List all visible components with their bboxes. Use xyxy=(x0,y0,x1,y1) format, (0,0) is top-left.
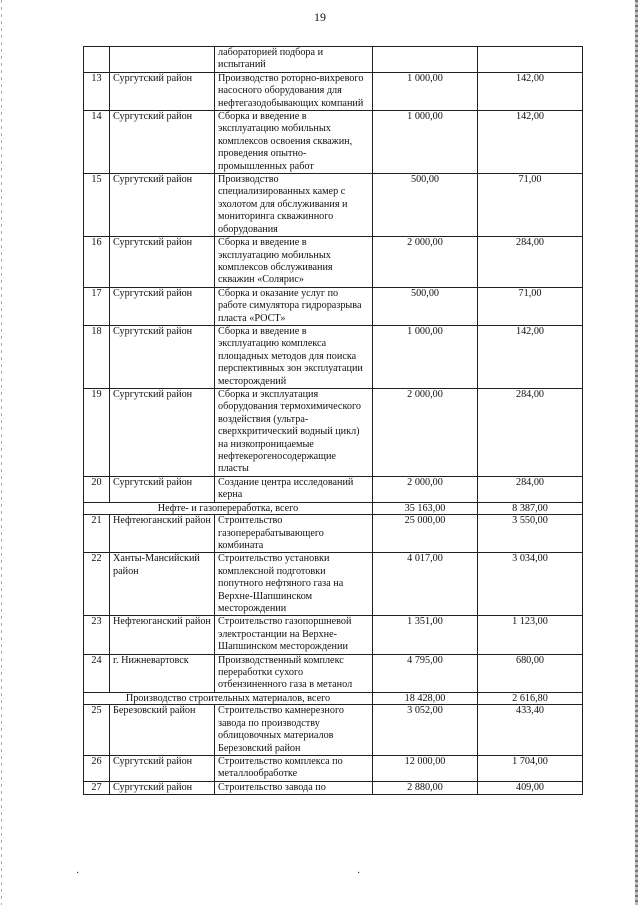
row-region: Сургутский район xyxy=(110,755,215,781)
row-jobs: 71,00 xyxy=(478,174,583,237)
table-row xyxy=(84,654,583,692)
row-cost: 500,00 xyxy=(373,287,478,325)
row-region: Нефтеюганский район xyxy=(110,616,215,654)
footer-mark-left: · xyxy=(76,868,80,879)
row-number: 13 xyxy=(84,72,110,110)
row-cost: 2 000,00 xyxy=(373,388,478,476)
row-project: Сборка и введение в эксплуатацию мобильных комплексов обслуживания скважин «Солярис» xyxy=(215,237,373,288)
row-number: 14 xyxy=(84,111,110,174)
subtotal-jobs: 8 387,00 xyxy=(478,502,583,515)
row-jobs: 142,00 xyxy=(478,325,583,388)
table-row xyxy=(84,705,583,756)
row-project: Производственный комплекс переработки сухого отбензиненного газа в метанол xyxy=(215,654,373,692)
table-row xyxy=(84,325,583,388)
subtotal-jobs: 2 616,80 xyxy=(478,692,583,705)
table-row xyxy=(84,781,583,794)
table-row xyxy=(84,616,583,654)
row-number xyxy=(84,47,110,73)
row-jobs: 3 550,00 xyxy=(478,515,583,553)
row-cost: 2 880,00 xyxy=(373,781,478,794)
row-jobs: 3 034,00 xyxy=(478,553,583,616)
row-region: Сургутский район xyxy=(110,287,215,325)
row-number: 20 xyxy=(84,476,110,502)
row-number: 19 xyxy=(84,388,110,476)
table-row xyxy=(84,515,583,553)
row-number: 15 xyxy=(84,174,110,237)
projects-table-body xyxy=(84,47,583,795)
row-cost: 1 351,00 xyxy=(373,616,478,654)
row-number: 23 xyxy=(84,616,110,654)
row-number: 22 xyxy=(84,553,110,616)
row-jobs: 433,40 xyxy=(478,705,583,756)
table-row xyxy=(84,174,583,237)
table-row xyxy=(84,388,583,476)
row-cost: 2 000,00 xyxy=(373,237,478,288)
row-cost: 2 000,00 xyxy=(373,476,478,502)
row-project: лабораторией подбора и испытаний xyxy=(215,47,373,73)
row-region: Березовский район xyxy=(110,705,215,756)
row-region: Сургутский район xyxy=(110,325,215,388)
row-project: Строительство газоперерабатывающего комбината xyxy=(215,515,373,553)
row-jobs: 284,00 xyxy=(478,388,583,476)
row-region: Ханты-Мансийский район xyxy=(110,553,215,616)
row-project: Сборка и введение в эксплуатацию комплекса площадных методов для поиска перспективных зон эксплуатации месторождений xyxy=(215,325,373,388)
row-jobs xyxy=(478,47,583,73)
row-region: Сургутский район xyxy=(110,237,215,288)
row-project: Сборка и введение в эксплуатацию мобильных комплексов освоения скважин, проведения опытно-промышленных работ xyxy=(215,111,373,174)
table-row xyxy=(84,476,583,502)
row-project: Производство роторно-вихревого насосного оборудования для нефтегазодобывающих компаний xyxy=(215,72,373,110)
row-number: 25 xyxy=(84,705,110,756)
scan-left-edge xyxy=(1,0,2,905)
row-region: г. Нижневартовск xyxy=(110,654,215,692)
row-cost: 500,00 xyxy=(373,174,478,237)
table-row xyxy=(84,553,583,616)
row-jobs: 284,00 xyxy=(478,476,583,502)
table-row xyxy=(84,72,583,110)
row-number: 21 xyxy=(84,515,110,553)
page-number: 19 xyxy=(314,10,326,24)
row-project: Строительство газопоршневой электростанции на Верхне-Шапшинском месторождении xyxy=(215,616,373,654)
row-jobs: 284,00 xyxy=(478,237,583,288)
continued-row xyxy=(84,47,583,73)
row-cost: 4 795,00 xyxy=(373,654,478,692)
row-number: 24 xyxy=(84,654,110,692)
scan-right-edge xyxy=(635,0,638,905)
projects-table xyxy=(83,46,583,795)
row-number: 17 xyxy=(84,287,110,325)
row-number: 18 xyxy=(84,325,110,388)
row-project: Строительство камнерезного завода по производству облицовочных материалов Березовский район xyxy=(215,705,373,756)
subtotal-title: Нефте- и газопереработка, всего xyxy=(84,502,373,515)
row-region: Нефтеюганский район xyxy=(110,515,215,553)
subtotal-title: Производство строительных материалов, всего xyxy=(84,692,373,705)
footer-mark-right: · xyxy=(357,868,361,879)
row-region xyxy=(110,47,215,73)
row-project: Строительство установки комплексной подготовки попутного нефтяного газа на Верхне-Шапшинском месторождении xyxy=(215,553,373,616)
row-region: Сургутский район xyxy=(110,388,215,476)
row-project: Создание центра исследований керна xyxy=(215,476,373,502)
table-row xyxy=(84,111,583,174)
row-cost xyxy=(373,47,478,73)
row-region: Сургутский район xyxy=(110,111,215,174)
row-jobs: 142,00 xyxy=(478,72,583,110)
row-cost: 1 000,00 xyxy=(373,325,478,388)
table-row xyxy=(84,237,583,288)
row-number: 26 xyxy=(84,755,110,781)
row-region: Сургутский район xyxy=(110,72,215,110)
subtotal-row xyxy=(84,502,583,515)
row-region: Сургутский район xyxy=(110,476,215,502)
row-number: 27 xyxy=(84,781,110,794)
row-project: Сборка и оказание услуг по работе симулятора гидроразрыва пласта «РОСТ» xyxy=(215,287,373,325)
row-number: 16 xyxy=(84,237,110,288)
row-cost: 12 000,00 xyxy=(373,755,478,781)
row-project: Строительство завода по xyxy=(215,781,373,794)
row-jobs: 1 123,00 xyxy=(478,616,583,654)
row-project: Производство специализированных камер с эхолотом для обслуживания и мониторинга скважинного оборудования xyxy=(215,174,373,237)
subtotal-cost: 35 163,00 xyxy=(373,502,478,515)
row-region: Сургутский район xyxy=(110,781,215,794)
row-cost: 3 052,00 xyxy=(373,705,478,756)
row-cost: 1 000,00 xyxy=(373,111,478,174)
row-project: Строительство комплекса по металлообработке xyxy=(215,755,373,781)
row-region: Сургутский район xyxy=(110,174,215,237)
row-cost: 25 000,00 xyxy=(373,515,478,553)
table-row xyxy=(84,755,583,781)
row-jobs: 1 704,00 xyxy=(478,755,583,781)
row-jobs: 71,00 xyxy=(478,287,583,325)
row-jobs: 680,00 xyxy=(478,654,583,692)
subtotal-cost: 18 428,00 xyxy=(373,692,478,705)
subtotal-row xyxy=(84,692,583,705)
row-project: Сборка и эксплуатация оборудования термохимического воздействия (ультра-сверхкритический водный цикл) на низкопроницаемые нефтекерогеносодержащие пласты xyxy=(215,388,373,476)
row-cost: 1 000,00 xyxy=(373,72,478,110)
row-jobs: 142,00 xyxy=(478,111,583,174)
row-jobs: 409,00 xyxy=(478,781,583,794)
table-row xyxy=(84,287,583,325)
row-cost: 4 017,00 xyxy=(373,553,478,616)
